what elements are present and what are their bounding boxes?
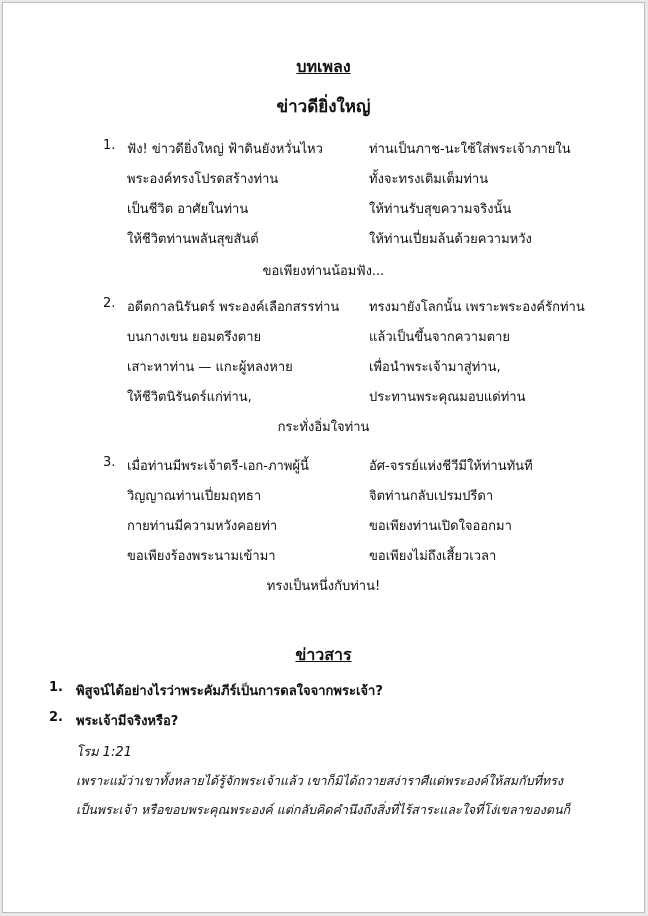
verse-line: กายท่านมีความหวังคอยท่า (127, 519, 278, 534)
verse-line: เป็นชีวิต อาศัยในท่าน (127, 202, 249, 217)
question-text: พิสูจน์ได้อย่างไรว่าพระคัมภีร์เป็นการดลใจจากพระเจ้า? (76, 684, 383, 699)
scripture-reference: โรม 1:21 (76, 745, 132, 760)
verse-line: ให้ชีวิตนิรันดร์แก่ท่าน, (127, 390, 252, 405)
verse-line: ขอเพียงท่านเปิดใจออกมา (369, 519, 512, 534)
scripture-passage-line: เพราะแม้ว่าเขาทั้งหลายได้รู้จักพระเจ้าแล้ว เขาก็มิได้ถวายสง่าราศีแด่พระองค์ให้สมกับที่ทรง (76, 773, 563, 788)
message-section-title: ข่าวสาร (295, 645, 352, 664)
verse-number: 3. (103, 455, 116, 470)
verse-line: บนกางเขน ยอมตรึงตาย (127, 330, 262, 345)
verse-refrain: ขอเพียงท่านน้อมฟัง... (262, 264, 385, 279)
verse-line: ให้ท่านรับสุขความจริงนั้น (369, 202, 512, 217)
song-title: ข่าวดียิ่งใหญ่ (276, 97, 371, 117)
verse-line: เมื่อท่านมีพระเจ้าตรี-เอก-ภาพผู้นี้ (127, 459, 309, 474)
verse-line: วิญญาณท่านเปี่ยมฤทธา (127, 489, 262, 504)
verse-line: ทั้งจะทรงเติมเต็มท่าน (369, 172, 489, 187)
verse-line: เพื่อนำพระเจ้ามาสู่ท่าน, (369, 360, 501, 375)
verse-line: พระองค์ทรงโปรดสร้างท่าน (127, 172, 279, 187)
verse-line: อดีตกาลนิรันดร์ พระองค์เลือกสรรท่าน (127, 300, 340, 315)
verse-line: ให้ชีวิตท่านพลันสุขสันต์ (127, 232, 259, 247)
verse-line: ท่านเป็นภาช-นะใช้ใส่พระเจ้าภายใน (369, 142, 571, 157)
verse-refrain: ทรงเป็นหนึ่งกับท่าน! (266, 579, 381, 594)
question-number: 1. (49, 680, 63, 695)
question-text: พระเจ้ามีจริงหรือ? (76, 714, 179, 729)
verse-line: ประทานพระคุณมอบแด่ท่าน (369, 390, 526, 405)
verse-line: ขอเพียงร้องพระนามเข้ามา (127, 549, 276, 564)
verse-line: ฟัง! ข่าวดียิ่งใหญ่ ฟ้าดินยังหวั่นไหว (127, 142, 323, 157)
verse-number: 2. (103, 296, 116, 311)
scripture-passage-line: เป็นพระเจ้า หรือขอบพระคุณพระองค์ แต่กลับคิดคำนึงถึงสิ่งที่ไร้สาระและใจที่โง่เขลาของตนก็ (76, 802, 571, 817)
verse-line: เสาะหาท่าน — แกะผู้หลงหาย (127, 360, 293, 375)
verse-line: จิตท่านกลับเปรมปรีดา (369, 489, 494, 504)
verse-line: ขอเพียงไม่ถึงเสี้ยวเวลา (369, 549, 497, 564)
document-page (2, 2, 645, 913)
question-number: 2. (49, 710, 63, 725)
verse-line: อัศ-จรรย์แห่งชีวีมีให้ท่านทันที (369, 459, 533, 474)
verse-refrain: กระทั่งอิ่มใจท่าน (277, 420, 370, 435)
verse-line: ทรงมายังโลกนั้น เพราะพระองค์รักท่าน (369, 300, 585, 315)
verse-line: แล้วเป็นขึ้นจากความตาย (369, 330, 511, 345)
verse-line: ให้ท่านเปี่ยมล้นด้วยความหวัง (369, 232, 532, 247)
verse-number: 1. (103, 138, 116, 153)
song-section-title: บทเพลง (296, 57, 351, 76)
